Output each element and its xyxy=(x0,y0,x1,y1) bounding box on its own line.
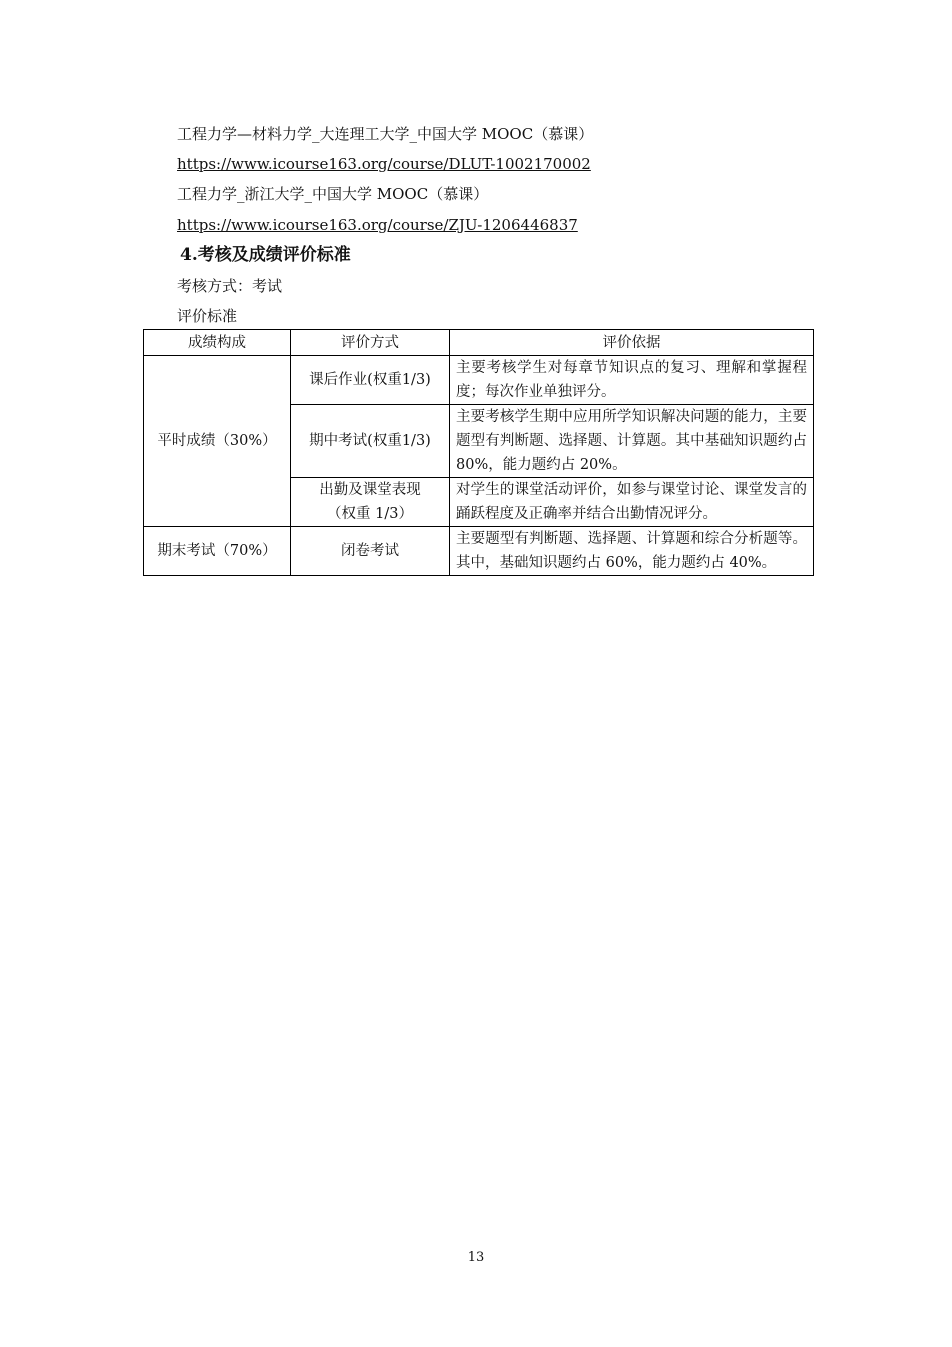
header-basis: 评价依据 xyxy=(450,330,814,356)
component-regular: 平时成绩（30%） xyxy=(144,356,291,527)
grading-table xyxy=(143,329,814,576)
table-row xyxy=(144,527,814,576)
method-attendance xyxy=(291,478,450,527)
resource-2-title: 工程力学_浙江大学_中国大学 MOOC（慕课） xyxy=(177,185,489,203)
component-final: 期末考试（70%） xyxy=(144,527,291,576)
method-attendance-line1: 出勤及课堂表现 xyxy=(319,482,421,498)
page-number: 13 xyxy=(467,1250,485,1265)
method-final: 闭卷考试 xyxy=(291,527,450,576)
table-header-row xyxy=(144,330,814,356)
resource-1-title: 工程力学—材料力学_大连理工大学_中国大学 MOOC（慕课） xyxy=(177,125,594,143)
header-method: 评价方式 xyxy=(291,330,450,356)
method-midterm: 期中考试(权重1/3) xyxy=(291,405,450,478)
header-component: 成绩构成 xyxy=(144,330,291,356)
method-attendance-line2: （权重 1/3） xyxy=(327,506,413,522)
basis-homework: 主要考核学生对每章节知识点的复习、理解和掌握程度；每次作业单独评分。 xyxy=(450,356,814,405)
table-row xyxy=(144,356,814,405)
basis-attendance: 对学生的课堂活动评价，如参与课堂讨论、课堂发言的踊跃程度及正确率并结合出勤情况评分。 xyxy=(450,478,814,527)
criteria-label: 评价标准 xyxy=(177,307,238,325)
basis-final: 主要题型有判断题、选择题、计算题和综合分析题等。其中，基础知识题约占 60%，能力题约占 40%。 xyxy=(450,527,814,576)
assessment-method: 考核方式：考试 xyxy=(177,277,283,295)
resource-2-link[interactable]: https://www.icourse163.org/course/ZJU-1206446837 xyxy=(177,216,578,234)
method-homework: 课后作业(权重1/3) xyxy=(291,356,450,405)
section-heading: 4.考核及成绩评价标准 xyxy=(180,245,351,265)
basis-midterm: 主要考核学生期中应用所学知识解决问题的能力，主要题型有判断题、选择题、计算题。其中基础知识题约占 80%，能力题约占 20%。 xyxy=(450,405,814,478)
resource-1-link[interactable]: https://www.icourse163.org/course/DLUT-1002170002 xyxy=(177,155,591,173)
